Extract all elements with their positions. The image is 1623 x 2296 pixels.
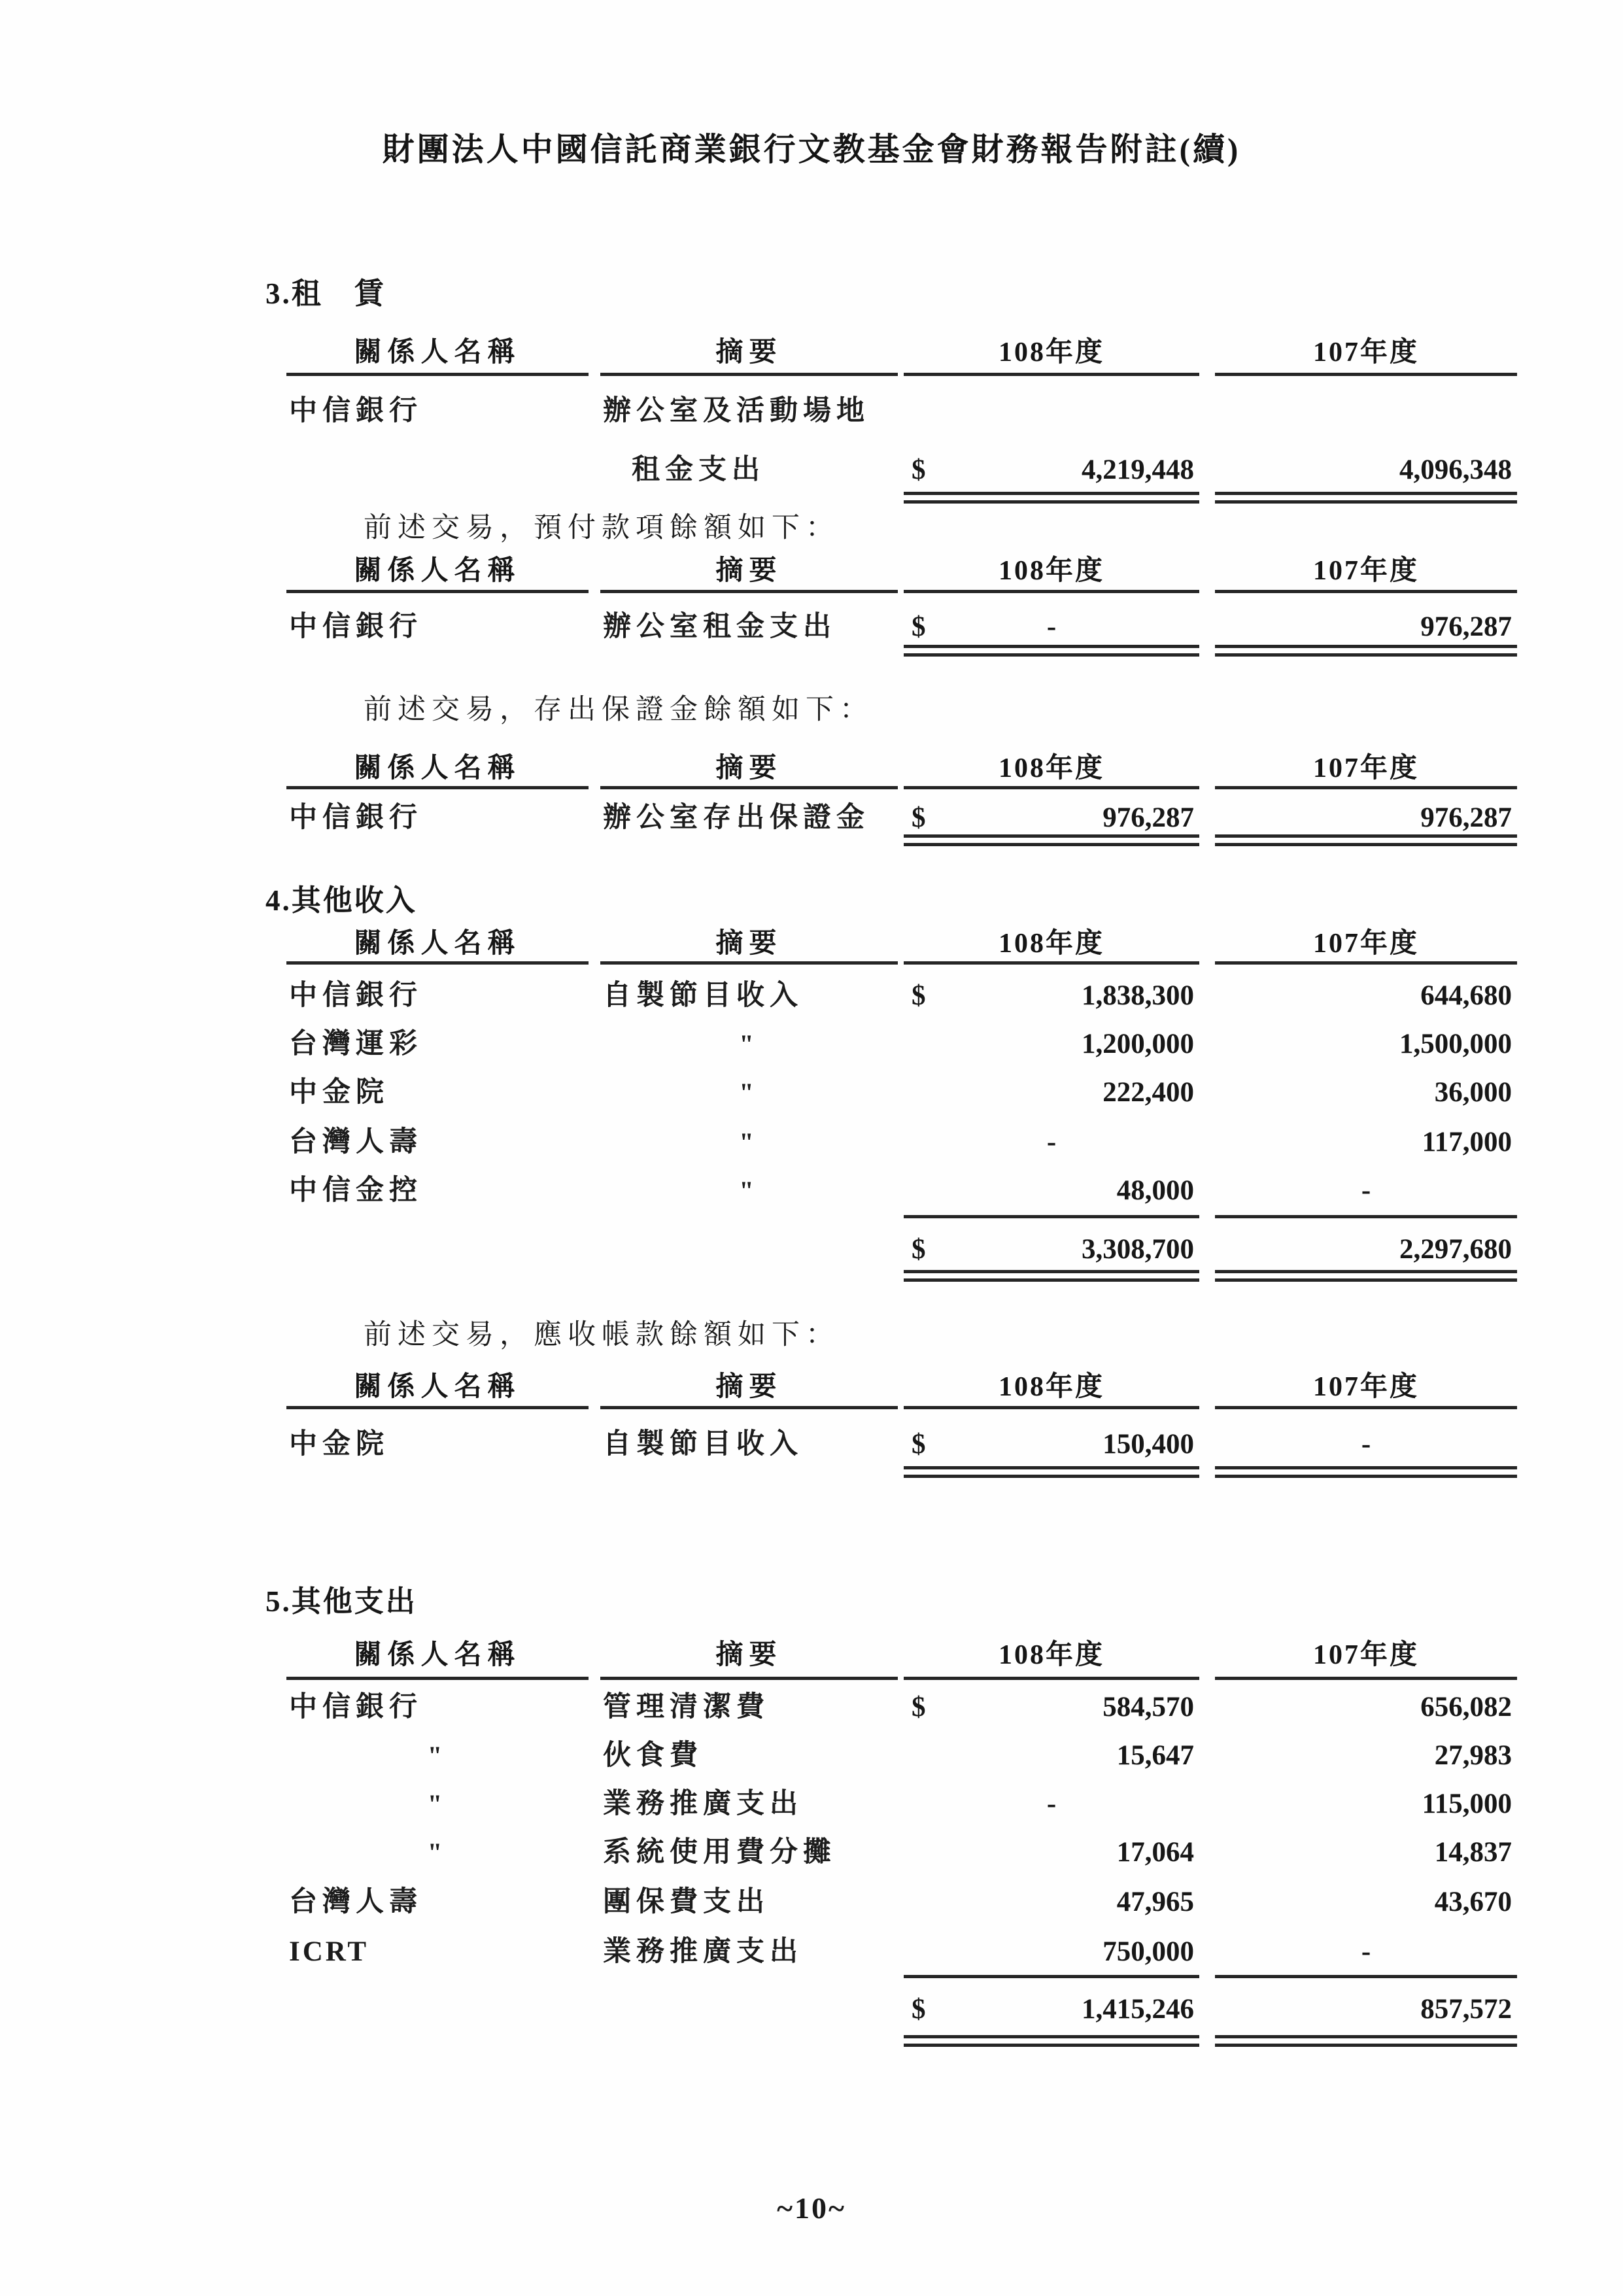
report-title: 財團法人中國信託商業銀行文教基金會財務報告附註(續) <box>382 131 1241 167</box>
amount-fy108: 750,000 <box>1102 1936 1194 1967</box>
amount-fy107-cell <box>1215 1122 1517 1163</box>
page-number: ~10~ <box>777 2191 846 2225</box>
subtotal-rule <box>1215 1975 1517 1978</box>
amount-fy107-cell <box>1215 1736 1517 1776</box>
summary-cell: 辦公室租金支出 <box>603 611 836 642</box>
other-income-table-header <box>0 923 1623 964</box>
header-rule <box>600 1406 898 1409</box>
table-row <box>0 1736 1623 1776</box>
header-rule <box>904 1406 1199 1409</box>
amount-fy107: 976,287 <box>1420 611 1512 642</box>
header-rule <box>600 373 898 376</box>
double-total-rule <box>1215 834 1517 846</box>
total-fy108-cell <box>904 1989 1199 2030</box>
header-rule <box>600 590 898 593</box>
table-row <box>0 1784 1623 1825</box>
amount-fy108-cell <box>904 1072 1199 1113</box>
section-heading-other-income: 4.其他收入 <box>265 884 417 917</box>
header-rule <box>904 373 1199 376</box>
double-total-rule <box>1215 645 1517 657</box>
amount-fy108-cell <box>904 1171 1199 1211</box>
total-row <box>0 1229 1623 1270</box>
table-row <box>0 1171 1623 1211</box>
double-total-rule <box>904 1466 1199 1478</box>
header-rule <box>1215 590 1517 593</box>
amount-fy108-cell <box>904 1832 1199 1873</box>
note-receivable-balance: 前述交易，應收帳款餘額如下： <box>364 1320 840 1350</box>
table-row <box>0 1687 1623 1728</box>
party-cell: 中信銀行 <box>289 396 422 426</box>
subtotal-rule <box>1215 1215 1517 1218</box>
prepaid-table-header <box>0 551 1623 591</box>
table-row <box>0 1122 1623 1163</box>
amount-fy108: 1,200,000 <box>1082 1029 1194 1059</box>
deposit-row <box>0 798 1623 838</box>
header-rule <box>1215 786 1517 789</box>
ditto-mark: " <box>739 1127 759 1157</box>
amount-fy108: 15,647 <box>1116 1740 1194 1771</box>
col-header-related-party: 關係人名稱 <box>354 1372 521 1402</box>
amount-fy107-cell <box>1215 798 1517 838</box>
party-cell: 台灣運彩 <box>289 1029 422 1059</box>
double-total-rule <box>904 2035 1199 2047</box>
summary-cell: 系統使用費分攤 <box>603 1837 836 1868</box>
col-header-fy108: 108年度 <box>998 337 1104 368</box>
table-row <box>0 1882 1623 1923</box>
amount-fy108-cell <box>904 798 1199 838</box>
amount-fy107: 14,837 <box>1434 1837 1512 1868</box>
summary-cell: 業務推廣支出 <box>603 1789 803 1819</box>
total-row <box>0 1989 1623 2030</box>
table-row <box>0 1832 1623 1873</box>
amount-fy108: 584,570 <box>1102 1692 1194 1722</box>
amount-fy107-cell <box>1215 450 1517 490</box>
col-header-related-party: 關係人名稱 <box>354 556 521 586</box>
total-fy108-cell <box>904 1229 1199 1270</box>
amount-fy108: 976,287 <box>1102 802 1194 833</box>
dollar-sign: $ <box>912 1429 926 1460</box>
col-header-fy107: 107年度 <box>1312 929 1419 959</box>
double-total-rule <box>1215 2035 1517 2047</box>
amount-fy107: 36,000 <box>1434 1077 1512 1108</box>
total-fy107-cell <box>1215 1229 1517 1270</box>
party-cell: 中信銀行 <box>289 611 422 642</box>
party-cell: 台灣人壽 <box>289 1127 422 1157</box>
section-heading-lease: 3.租 賃 <box>265 277 386 310</box>
amount-fy107: - <box>1361 1429 1371 1460</box>
header-rule <box>286 961 589 965</box>
amount-fy107-cell <box>1215 1171 1517 1211</box>
amount-fy108: 222,400 <box>1102 1077 1194 1108</box>
amount-fy107: 1,500,000 <box>1399 1029 1512 1059</box>
summary-cell: 辦公室及活動場地 <box>603 396 870 426</box>
lease-rent-row-line1 <box>0 391 1623 432</box>
ditto-mark: " <box>739 1029 759 1059</box>
summary-cell: 管理清潔費 <box>603 1692 770 1722</box>
amount-fy108: 4,219,448 <box>1082 454 1194 485</box>
other-expense-table-header <box>0 1635 1623 1675</box>
col-header-fy107: 107年度 <box>1312 556 1419 586</box>
amount-fy108-cell <box>904 1736 1199 1776</box>
table-row <box>0 1932 1623 1972</box>
summary-cell: 業務推廣支出 <box>603 1936 803 1967</box>
amount-fy107-cell <box>1215 1932 1517 1972</box>
double-total-rule <box>904 492 1199 504</box>
col-header-fy107: 107年度 <box>1312 1372 1419 1402</box>
ditto-mark: " <box>427 1789 448 1819</box>
header-rule <box>1215 1677 1517 1680</box>
amount-fy108: 47,965 <box>1116 1887 1194 1917</box>
amount-fy108-cell <box>904 976 1199 1016</box>
amount-fy108-cell <box>904 450 1199 490</box>
dollar-sign: $ <box>912 980 926 1011</box>
party-cell: 中信銀行 <box>289 802 422 833</box>
amount-fy107: 656,082 <box>1420 1692 1512 1722</box>
note-guarantee-deposit-balance: 前述交易，存出保證金餘額如下： <box>364 694 874 725</box>
summary-cell: 團保費支出 <box>603 1887 770 1917</box>
party-cell: 中信銀行 <box>289 1692 422 1722</box>
amount-fy107-cell <box>1215 1072 1517 1113</box>
amount-fy107: 117,000 <box>1422 1127 1512 1157</box>
col-header-related-party: 關係人名稱 <box>354 337 521 368</box>
dollar-sign: $ <box>912 611 926 642</box>
amount-fy108: - <box>1046 1789 1057 1819</box>
deposit-table-header <box>0 748 1623 789</box>
col-header-related-party: 關係人名稱 <box>354 753 521 783</box>
header-rule <box>286 1677 589 1680</box>
amount-fy107: 644,680 <box>1420 980 1512 1011</box>
amount-fy108-cell <box>904 1424 1199 1465</box>
table-row <box>0 976 1623 1016</box>
header-rule <box>904 1677 1199 1680</box>
amount-fy108: 150,400 <box>1102 1429 1194 1460</box>
amount-fy107-cell <box>1215 1024 1517 1065</box>
party-cell: 中金院 <box>289 1429 389 1460</box>
header-rule <box>904 786 1199 789</box>
ditto-mark: " <box>739 1176 759 1205</box>
col-header-summary: 摘要 <box>715 929 783 959</box>
col-header-fy107: 107年度 <box>1312 753 1419 783</box>
amount-fy107-cell <box>1215 1687 1517 1728</box>
double-total-rule <box>1215 492 1517 504</box>
note-prepaid-balance: 前述交易，預付款項餘額如下： <box>364 513 840 543</box>
amount-fy107: 115,000 <box>1422 1789 1512 1819</box>
party-cell: 中信金控 <box>289 1175 422 1206</box>
double-total-rule <box>904 834 1199 846</box>
table-row <box>0 1072 1623 1113</box>
party-cell: 中信銀行 <box>289 980 422 1011</box>
amount-fy107-cell <box>1215 976 1517 1016</box>
col-header-fy108: 108年度 <box>998 556 1104 586</box>
subtotal-rule <box>904 1215 1199 1218</box>
col-header-fy108: 108年度 <box>998 1640 1104 1670</box>
col-header-fy107: 107年度 <box>1312 337 1419 368</box>
total-fy107: 2,297,680 <box>1399 1234 1512 1265</box>
party-cell: 台灣人壽 <box>289 1887 422 1917</box>
dollar-sign: $ <box>912 802 926 833</box>
dollar-sign: $ <box>912 1692 926 1722</box>
header-rule <box>600 1677 898 1680</box>
party-cell: ICRT <box>289 1936 369 1967</box>
ditto-mark: " <box>427 1741 448 1770</box>
header-rule <box>286 590 589 593</box>
total-fy108: 1,415,246 <box>1082 1994 1194 2025</box>
double-total-rule <box>1215 1270 1517 1282</box>
col-header-summary: 摘要 <box>715 556 783 586</box>
double-total-rule <box>1215 1466 1517 1478</box>
header-rule <box>1215 373 1517 376</box>
double-total-rule <box>904 645 1199 657</box>
party-cell: 中金院 <box>289 1077 389 1108</box>
header-rule <box>1215 961 1517 965</box>
col-header-fy108: 108年度 <box>998 753 1104 783</box>
amount-fy108: 17,064 <box>1116 1837 1194 1868</box>
header-rule <box>286 373 589 376</box>
col-header-summary: 摘要 <box>715 1372 783 1402</box>
summary-cell: 伙食費 <box>603 1740 703 1771</box>
prepaid-row <box>0 607 1623 647</box>
dollar-sign: $ <box>912 1234 926 1265</box>
amount-fy107: - <box>1361 1936 1371 1967</box>
amount-fy108-cell <box>904 1882 1199 1923</box>
col-header-related-party: 關係人名稱 <box>354 1640 521 1670</box>
ditto-mark: " <box>427 1838 448 1867</box>
summary-cell: 租金支出 <box>632 454 765 485</box>
subtotal-rule <box>904 1975 1199 1978</box>
dollar-sign: $ <box>912 454 926 485</box>
amount-fy107-cell <box>1215 1784 1517 1825</box>
header-rule <box>904 590 1199 593</box>
total-fy107: 857,572 <box>1420 1994 1512 2025</box>
total-fy108: 3,308,700 <box>1082 1234 1194 1265</box>
header-rule <box>1215 1406 1517 1409</box>
summary-cell: 辦公室存出保證金 <box>603 802 870 833</box>
lease-rent-row-line2 <box>0 450 1623 490</box>
ditto-mark: " <box>739 1078 759 1107</box>
amount-fy107-cell <box>1215 1882 1517 1923</box>
summary-cell: 自製節目收入 <box>603 1429 803 1460</box>
amount-fy107-cell <box>1215 607 1517 647</box>
header-rule <box>904 961 1199 965</box>
dollar-sign: $ <box>912 1994 926 2025</box>
amount-fy107: 27,983 <box>1434 1740 1512 1771</box>
amount-fy107-cell <box>1215 1832 1517 1873</box>
col-header-fy108: 108年度 <box>998 929 1104 959</box>
header-rule <box>286 786 589 789</box>
col-header-summary: 摘要 <box>715 1640 783 1670</box>
amount-fy108: - <box>1046 611 1057 642</box>
amount-fy107: 4,096,348 <box>1399 454 1512 485</box>
col-header-fy107: 107年度 <box>1312 1640 1419 1670</box>
amount-fy108-cell <box>904 1784 1199 1825</box>
header-rule <box>600 786 898 789</box>
total-fy107-cell <box>1215 1989 1517 2030</box>
amount-fy108-cell <box>904 1687 1199 1728</box>
col-header-related-party: 關係人名稱 <box>354 929 521 959</box>
amount-fy108: - <box>1046 1127 1057 1157</box>
col-header-summary: 摘要 <box>715 337 783 368</box>
amount-fy108-cell <box>904 1932 1199 1972</box>
col-header-fy108: 108年度 <box>998 1372 1104 1402</box>
receivable-row <box>0 1424 1623 1465</box>
amount-fy108-cell <box>904 1024 1199 1065</box>
section-heading-other-expense: 5.其他支出 <box>265 1585 417 1618</box>
amount-fy108-cell <box>904 607 1199 647</box>
amount-fy107: 43,670 <box>1434 1887 1512 1917</box>
amount-fy108: 48,000 <box>1116 1175 1194 1206</box>
amount-fy107: - <box>1361 1175 1371 1206</box>
amount-fy107: 976,287 <box>1420 802 1512 833</box>
col-header-summary: 摘要 <box>715 753 783 783</box>
lease-table-header <box>0 332 1623 373</box>
receivable-table-header <box>0 1367 1623 1407</box>
header-rule <box>286 1406 589 1409</box>
summary-cell: 自製節目收入 <box>603 980 803 1011</box>
amount-fy108-cell <box>904 1122 1199 1163</box>
header-rule <box>600 961 898 965</box>
double-total-rule <box>904 1270 1199 1282</box>
table-row <box>0 1024 1623 1065</box>
amount-fy108: 1,838,300 <box>1082 980 1194 1011</box>
amount-fy107-cell <box>1215 1424 1517 1465</box>
